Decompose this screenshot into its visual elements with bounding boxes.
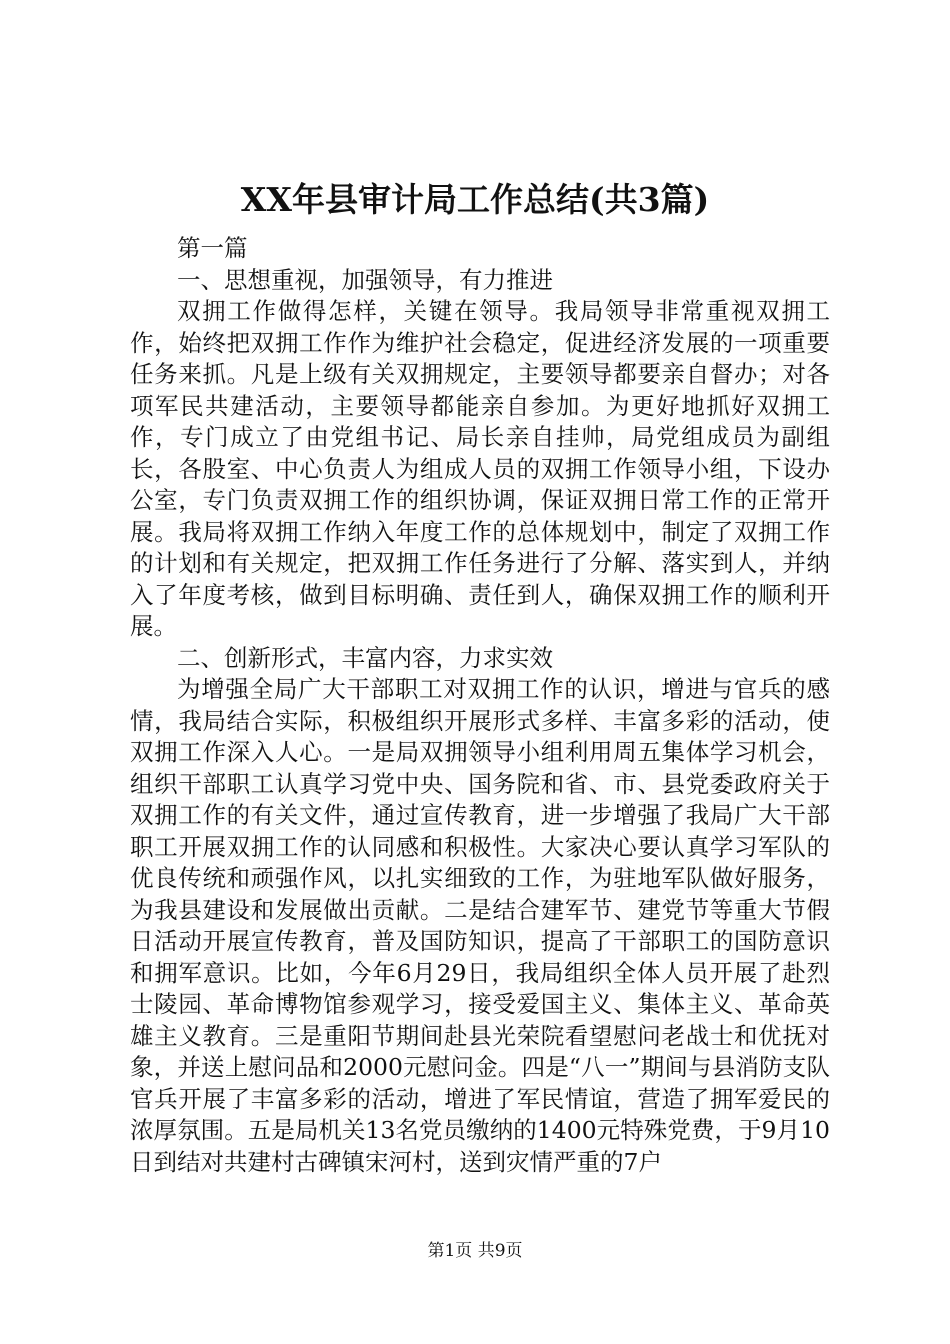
body-paragraph-2: 为增强全局广大干部职工对双拥工作的认识，增进与官兵的感情，我局结合实际，积极组织开展形式多样、丰富多彩的活动，使双拥工作深入人心。一是局双拥领导小组利用周五集体学习机会，组织干部职工认真学习党中央、国务院和省、市、县党委政府关于双拥工作的有关文件，通过宣传教育，进一步增强了我局广大干部职工开展双拥工作的认同感和积极性。大家决心要认真学习军队的优良传统和顽强作风，以扎实细致的工作，为驻地军队做好服务，为我县建设和发展做出贡献。二是结合建军节、建党节等重大节假日活动开展宣传教育，普及国防知识，提高了干部职工的国防意识和拥军意识。比如，今年6月29日，我局组织全体人员开展了赴烈士陵园、革命博物馆参观学习，接受爱国主义、集体主义、革命英雄主义教育。三是重阳节期间赴县光荣院看望慰问老战士和优抚对象，并送上慰问品和2000元慰问金。四是“八一”期间与县消防支队官兵开展了丰富多彩的活动，增进了军民情谊，营造了拥军爱民的浓厚氛围。五是局机关13名党员缴纳的1400元特殊党费，于9月10日到结对共建村古碑镇宋河村，送到灾情严重的7户: [130, 675, 830, 1176]
section-heading-1: 一、思想重视，加强领导，有力推进: [177, 265, 553, 294]
document-body: [130, 233, 830, 1178]
page-number-footer: 第1页 共9页: [427, 1241, 523, 1261]
body-paragraph-1: 双拥工作做得怎样，关键在领导。我局领导非常重视双拥工作，始终把双拥工作作为维护社会稳定，促进经济发展的一项重要任务来抓。凡是上级有关双拥规定，主要领导都要亲自督办；对各项军民共建活动，主要领导都能亲自参加。为更好地抓好双拥工作，专门成立了由党组书记、局长亲自挂帅，局党组成员为副组长，各股室、中心负责人为组成人员的双拥工作领导小组，下设办公室，专门负责双拥工作的组织协调，保证双拥日常工作的正常开展。我局将双拥工作纳入年度工作的总体规划中，制定了双拥工作的计划和有关规定，把双拥工作任务进行了分解、落实到人，并纳入了年度考核，做到目标明确、责任到人，确保双拥工作的顺利开展。: [130, 297, 830, 640]
document-title: XX年县审计局工作总结(共3篇): [240, 180, 710, 219]
section-heading-part-one: 第一篇: [177, 234, 248, 262]
section-heading-2: 二、创新形式，丰富内容，力求实效: [177, 643, 553, 672]
